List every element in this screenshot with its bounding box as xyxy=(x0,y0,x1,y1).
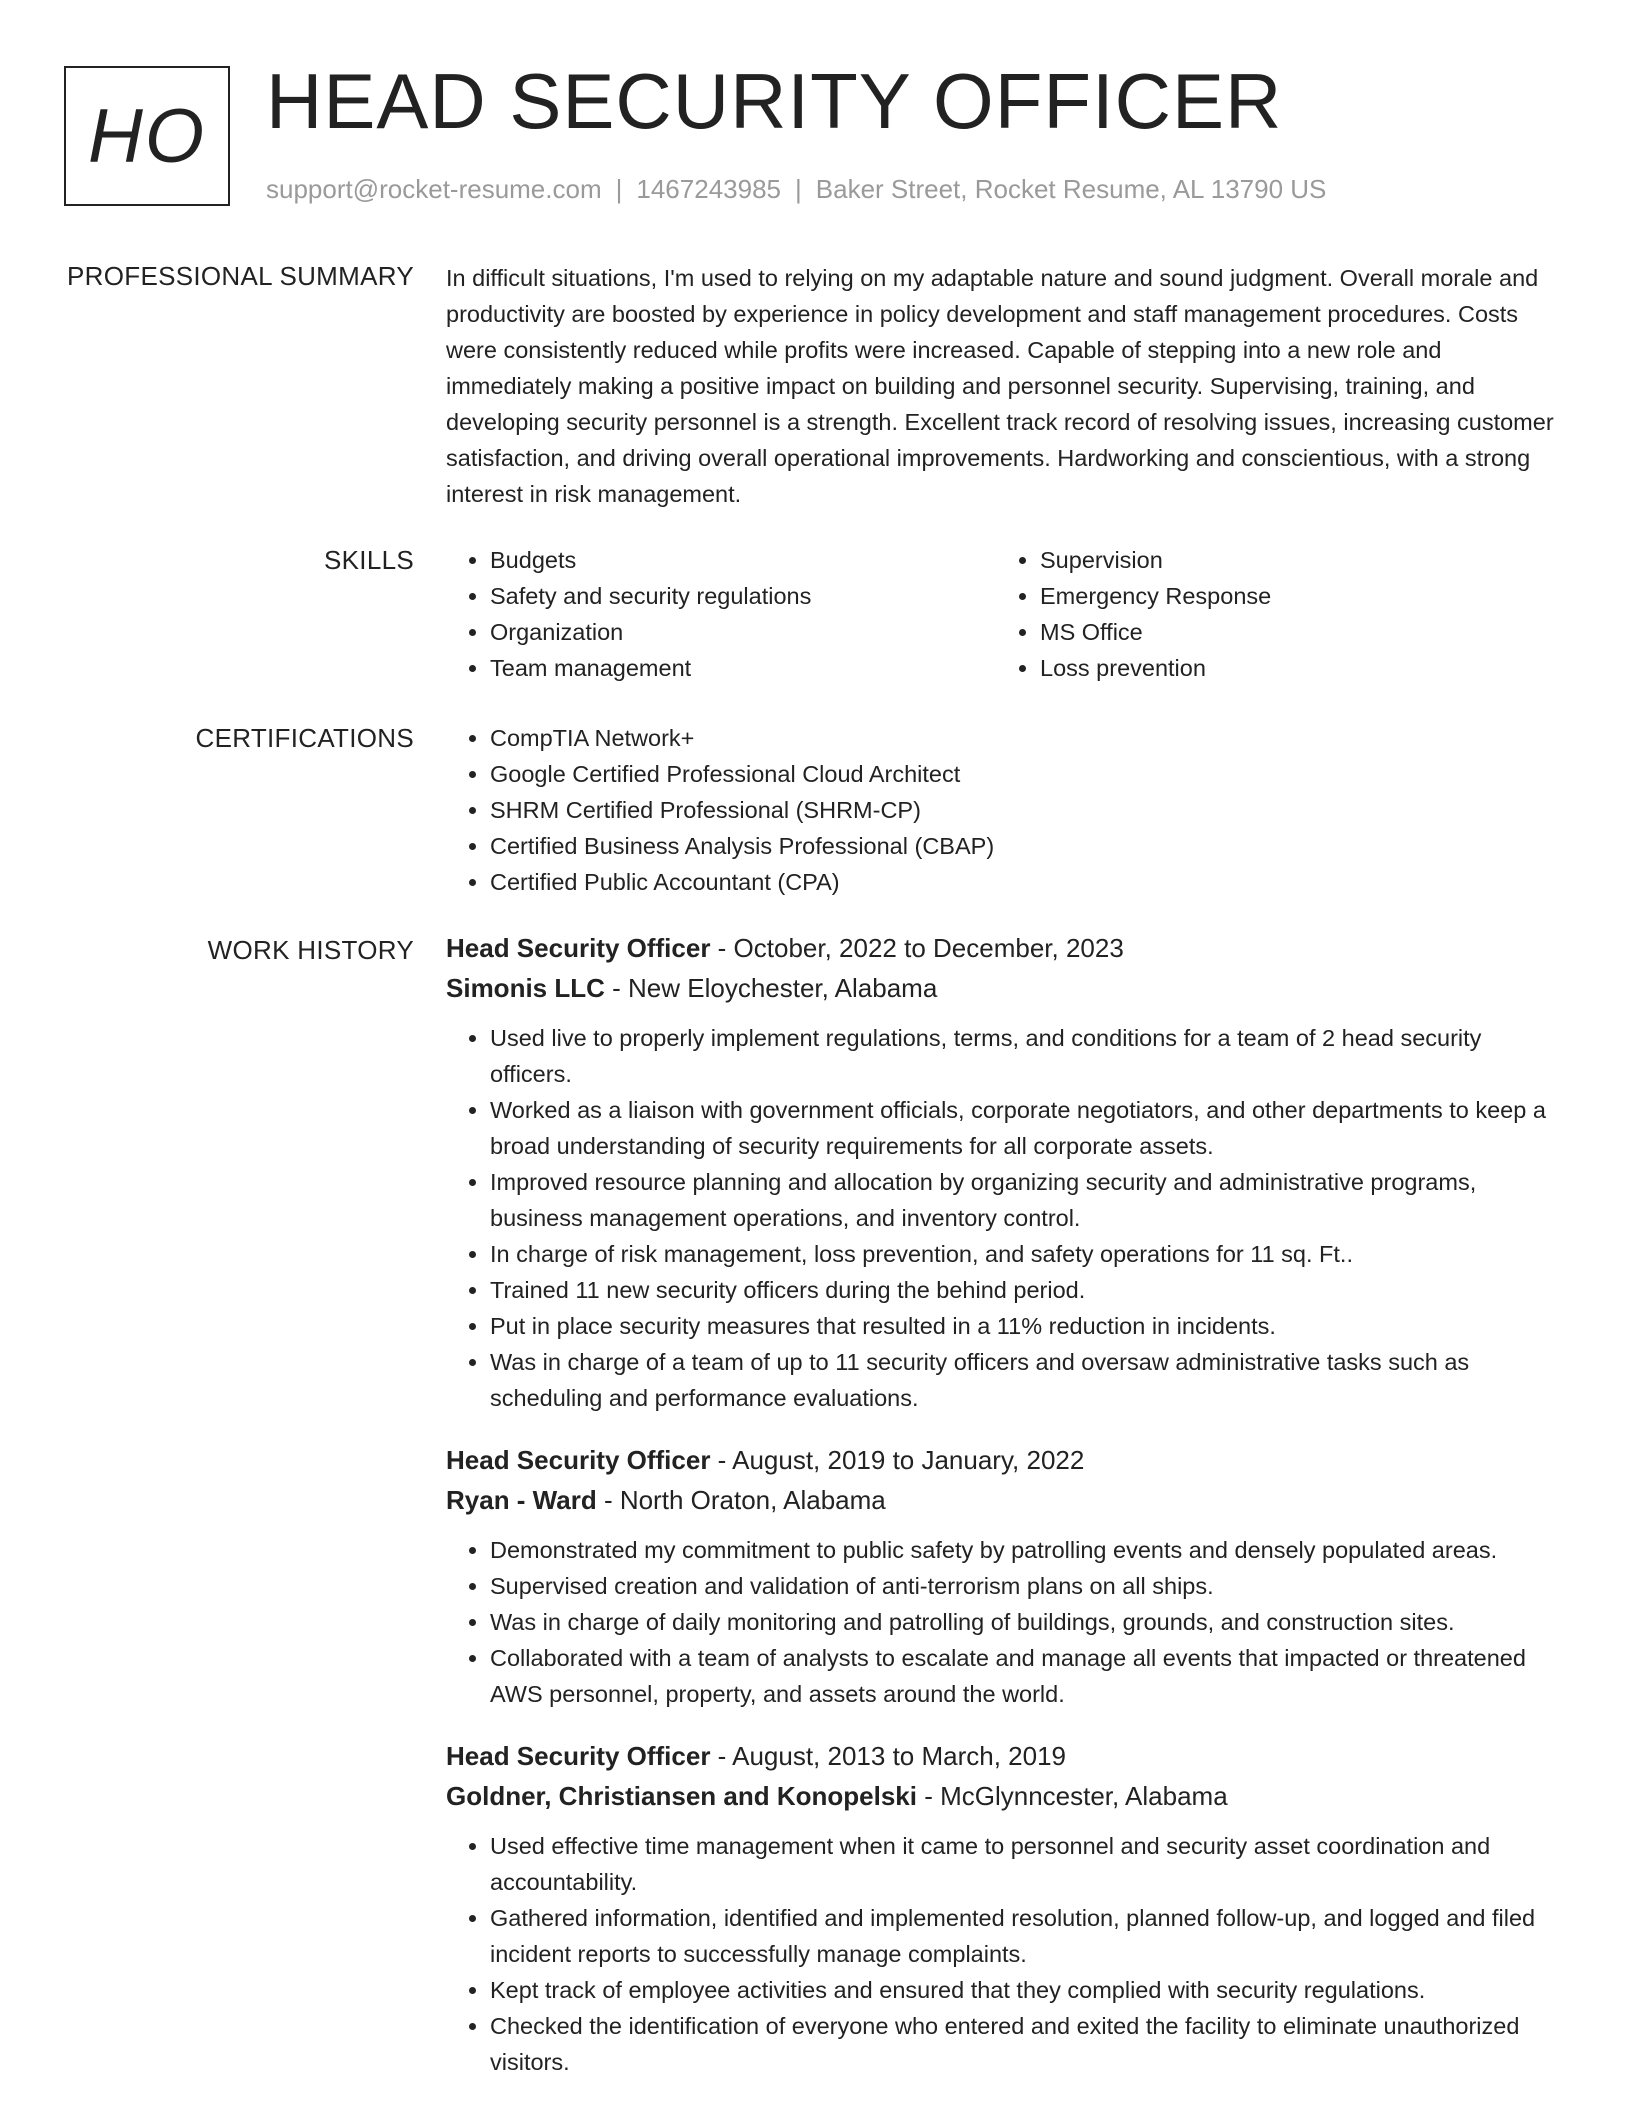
job-company: Ryan - Ward xyxy=(446,1485,597,1515)
skill-item: • Supervision xyxy=(1040,542,1580,578)
certification-item: • CompTIA Network+ xyxy=(490,720,1566,756)
job-bullets xyxy=(446,1828,1566,2080)
job-title: Head Security Officer xyxy=(446,1741,711,1771)
job-bullet: • Gathered information, identified and implemented resolution, planned follow-up, and logged and filed incident reports to successfully manage complaints. xyxy=(490,1900,1566,1972)
skill-item: • Budgets xyxy=(490,542,1030,578)
contact-email: support@rocket-resume.com xyxy=(266,174,602,204)
certification-item: • Google Certified Professional Cloud Architect xyxy=(490,756,1566,792)
skill-item: • Team management xyxy=(490,650,1030,686)
job-entry xyxy=(446,1440,1566,1712)
section-label-summary: PROFESSIONAL SUMMARY xyxy=(67,261,414,291)
certification-item: • Certified Business Analysis Professional (CBAP) xyxy=(490,828,1566,864)
skill-item: • Safety and security regulations xyxy=(490,578,1030,614)
job-bullet: • Supervised creation and validation of anti-terrorism plans on all ships. xyxy=(490,1568,1566,1604)
job-dates: - August, 2019 to January, 2022 xyxy=(710,1445,1085,1475)
job-bullet: • Collaborated with a team of analysts to escalate and manage all events that impacted or threatened AWS personnel, property, and assets around the world. xyxy=(490,1640,1566,1712)
job-company-line xyxy=(446,1480,1566,1520)
job-location: - McGlynncester, Alabama xyxy=(916,1781,1228,1811)
job-company-line xyxy=(446,968,1566,1008)
job-dates: - August, 2013 to March, 2019 xyxy=(710,1741,1066,1771)
job-entry xyxy=(446,928,1566,1416)
job-location: - North Oraton, Alabama xyxy=(596,1485,886,1515)
certification-item: • SHRM Certified Professional (SHRM-CP) xyxy=(490,792,1566,828)
job-bullet: • Used effective time management when it came to personnel and security asset coordination and accountability. xyxy=(490,1828,1566,1900)
contact-separator: | xyxy=(615,174,623,204)
skills-list-left xyxy=(446,542,1030,686)
job-bullet: • Kept track of employee activities and ensured that they complied with security regulations. xyxy=(490,1972,1566,2008)
job-title: Head Security Officer xyxy=(446,1445,711,1475)
skill-item: • Loss prevention xyxy=(1040,650,1580,686)
section-label-work-history: WORK HISTORY xyxy=(207,935,414,965)
job-bullet: • Improved resource planning and allocation by organizing security and administrative programs, business management operations, and inventory control. xyxy=(490,1164,1566,1236)
work-history-body xyxy=(446,928,1566,2080)
contact-line xyxy=(266,174,1326,205)
job-bullet: • Was in charge of daily monitoring and patrolling of buildings, grounds, and construction sites. xyxy=(490,1604,1566,1640)
job-bullet: • In charge of risk management, loss prevention, and safety operations for 11 sq. Ft.. xyxy=(490,1236,1566,1272)
job-company-line xyxy=(446,1776,1566,1816)
job-bullet: • Put in place security measures that resulted in a 11% reduction in incidents. xyxy=(490,1308,1566,1344)
skill-item: • Organization xyxy=(490,614,1030,650)
summary-text: In difficult situations, I'm used to relying on my adaptable nature and sound judgment. Overall morale and productivity are boosted by experience in policy development and staff management procedures. Costs were consistently reduced while profits were increased. Capable of stepping into a new role and immediately making a positive impact on building and personnel security. Supervising, training, and developing security personnel is a strength. Excellent track record of resolving issues, increasing customer satisfaction, and driving overall operational improvements. Hardworking and conscientious, with a strong interest in risk management. xyxy=(446,265,1554,507)
contact-phone: 1467243985 xyxy=(636,174,781,204)
job-bullet: • Demonstrated my commitment to public safety by patrolling events and densely populated areas. xyxy=(490,1532,1566,1568)
job-title-line xyxy=(446,1440,1566,1480)
resume-title: HEAD SECURITY OFFICER xyxy=(266,57,1283,145)
job-company: Simonis LLC xyxy=(446,973,605,1003)
certification-item: • Certified Public Accountant (CPA) xyxy=(490,864,1566,900)
certifications-list xyxy=(446,720,1566,900)
contact-separator: | xyxy=(795,174,802,204)
skills-list-right xyxy=(996,542,1580,686)
job-title-line xyxy=(446,1736,1566,1776)
job-entry xyxy=(446,1736,1566,2080)
contact-address: Baker Street, Rocket Resume, AL 13790 US xyxy=(815,174,1327,204)
section-label-certifications: CERTIFICATIONS xyxy=(195,723,414,753)
job-bullets xyxy=(446,1532,1566,1712)
job-bullet: • Checked the identification of everyone who entered and exited the facility to eliminate unauthorized visitors. xyxy=(490,2008,1566,2080)
job-location: - New Eloychester, Alabama xyxy=(604,973,938,1003)
skill-item: • Emergency Response xyxy=(1040,578,1580,614)
skills-body xyxy=(446,542,1566,692)
job-bullet: • Trained 11 new security officers during the behind period. xyxy=(490,1272,1566,1308)
job-bullet: • Was in charge of a team of up to 11 security officers and oversaw administrative tasks such as scheduling and performance evaluations. xyxy=(490,1344,1566,1416)
section-label-skills: SKILLS xyxy=(324,545,414,575)
skill-item: • MS Office xyxy=(1040,614,1580,650)
job-bullet: • Worked as a liaison with government officials, corporate negotiators, and other departments to keep a broad understanding of security requirements for all corporate assets. xyxy=(490,1092,1566,1164)
job-bullet: • Used live to properly implement regulations, terms, and conditions for a team of 2 head security officers. xyxy=(490,1020,1566,1092)
job-title: Head Security Officer xyxy=(446,933,711,963)
certifications-body xyxy=(446,720,1566,900)
job-dates: - October, 2022 to December, 2023 xyxy=(710,933,1124,963)
job-bullets xyxy=(446,1020,1566,1416)
monogram: HO xyxy=(64,66,230,206)
job-company: Goldner, Christiansen and Konopelski xyxy=(446,1781,917,1811)
job-title-line xyxy=(446,928,1566,968)
